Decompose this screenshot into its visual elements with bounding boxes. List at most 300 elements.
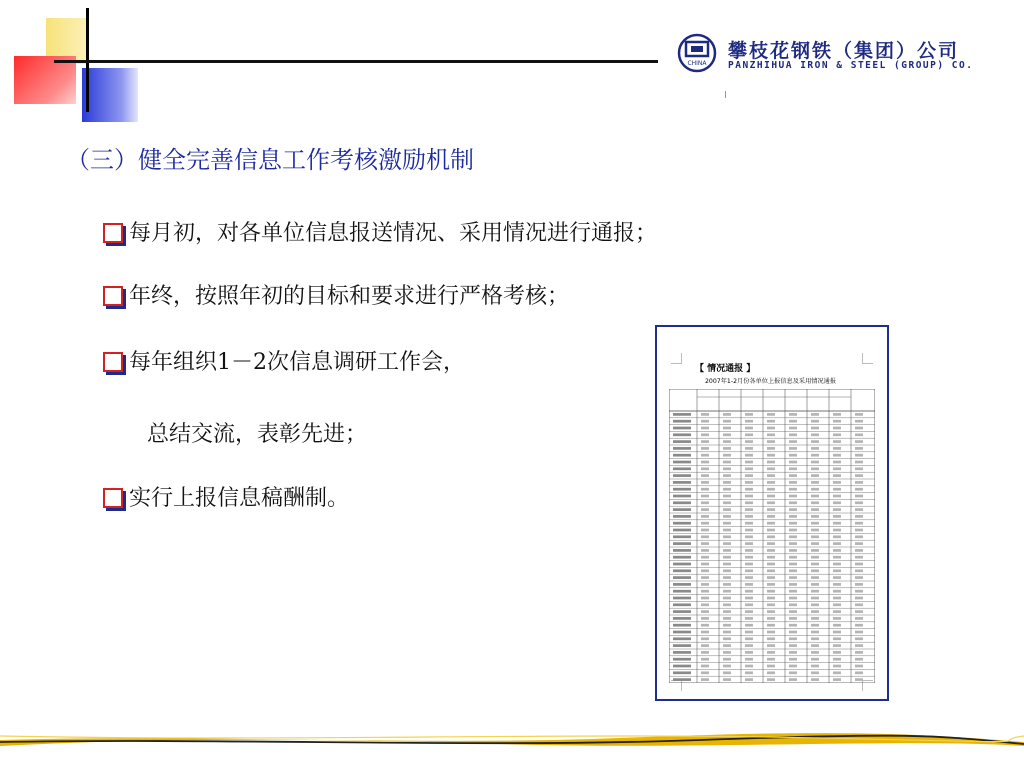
table-cell-mark: [767, 501, 775, 504]
table-cell-mark: [701, 665, 709, 668]
table-cell-mark: [767, 583, 775, 586]
table-cell-mark: [767, 563, 775, 566]
table-cell-mark: [789, 583, 797, 586]
table-cell-mark: [767, 597, 775, 600]
header-tick-mark: [725, 91, 726, 98]
report-label: 【 情况通报 】: [695, 364, 756, 374]
table-cell-mark: [723, 569, 731, 572]
table-cell-mark: [673, 495, 691, 498]
table-cell-mark: [723, 433, 731, 436]
table-cell-mark: [723, 515, 731, 518]
table-cell-mark: [811, 440, 819, 443]
table-cell-mark: [833, 671, 841, 674]
bullet-item-remuneration: [103, 486, 349, 512]
table-cell-mark: [833, 610, 841, 613]
table-cell-mark: [745, 590, 753, 593]
table-cell-mark: [723, 610, 731, 613]
table-cell-mark: [673, 563, 691, 566]
table-cell-mark: [789, 637, 797, 640]
table-cell-mark: [789, 610, 797, 613]
table-cell-mark: [789, 481, 797, 484]
table-cell-mark: [811, 461, 819, 464]
bullet-text: 每年组织1－2次信息调研工作会，: [129, 350, 465, 375]
header-rule: [54, 60, 658, 63]
table-cell-mark: [767, 576, 775, 579]
table-cell-mark: [745, 542, 753, 545]
table-cell-mark: [811, 420, 819, 423]
table-cell-mark: [789, 467, 797, 470]
table-cell-mark: [833, 569, 841, 572]
table-cell-mark: [745, 569, 753, 572]
table-cell-mark: [789, 495, 797, 498]
table-cell-mark: [673, 488, 691, 491]
table-cell-mark: [723, 427, 731, 430]
table-cell-mark: [701, 603, 709, 606]
table-cell-mark: [767, 535, 775, 538]
table-cell-mark: [767, 481, 775, 484]
table-cell-mark: [833, 535, 841, 538]
table-cell-mark: [723, 535, 731, 538]
table-cell-mark: [789, 461, 797, 464]
table-cell-mark: [811, 529, 819, 532]
table-cell-mark: [673, 413, 691, 416]
table-cell-mark: [789, 603, 797, 606]
report-thumbnail: [655, 325, 889, 701]
table-cell-mark: [855, 583, 863, 586]
table-cell-mark: [811, 624, 819, 627]
table-cell-mark: [723, 481, 731, 484]
table-cell-mark: [723, 508, 731, 511]
table-cell-mark: [745, 644, 753, 647]
table-cell-mark: [811, 542, 819, 545]
table-cell-mark: [745, 427, 753, 430]
table-cell-mark: [767, 529, 775, 532]
table-cell-mark: [855, 420, 863, 423]
table-cell-mark: [745, 556, 753, 559]
table-cell-mark: [767, 508, 775, 511]
table-cell-mark: [789, 549, 797, 552]
table-cell-mark: [701, 678, 709, 681]
table-cell-mark: [789, 590, 797, 593]
table-cell-mark: [789, 529, 797, 532]
table-cell-mark: [723, 467, 731, 470]
table-cell-mark: [767, 515, 775, 518]
table-cell-mark: [723, 447, 731, 450]
table-cell-mark: [767, 637, 775, 640]
table-cell-mark: [723, 474, 731, 477]
table-cell-mark: [811, 535, 819, 538]
table-cell-mark: [745, 508, 753, 511]
crop-mark: [862, 353, 873, 364]
table-cell-mark: [745, 440, 753, 443]
table-cell-mark: [833, 508, 841, 511]
table-cell-mark: [833, 624, 841, 627]
crop-mark: [671, 353, 682, 364]
table-cell-mark: [701, 440, 709, 443]
table-cell-mark: [833, 488, 841, 491]
table-cell-mark: [723, 597, 731, 600]
table-cell-mark: [701, 590, 709, 593]
table-cell-mark: [767, 644, 775, 647]
table-cell-mark: [855, 454, 863, 457]
table-cell-mark: [767, 671, 775, 674]
table-cell-mark: [745, 549, 753, 552]
table-cell-mark: [855, 481, 863, 484]
table-cell-mark: [789, 651, 797, 654]
table-cell-mark: [767, 590, 775, 593]
table-cell-mark: [855, 501, 863, 504]
table-cell-mark: [745, 617, 753, 620]
table-cell-mark: [811, 583, 819, 586]
table-cell-mark: [855, 488, 863, 491]
table-cell-mark: [855, 651, 863, 654]
table-cell-mark: [811, 590, 819, 593]
table-cell-mark: [855, 440, 863, 443]
table-cell-mark: [811, 569, 819, 572]
table-cell-mark: [811, 413, 819, 416]
table-cell-mark: [767, 495, 775, 498]
table-cell-mark: [811, 454, 819, 457]
checkbox-bullet-icon: [103, 352, 123, 372]
table-cell-mark: [855, 658, 863, 661]
table-cell-mark: [701, 631, 709, 634]
table-cell-mark: [789, 644, 797, 647]
report-table: [669, 389, 875, 683]
table-cell-mark: [673, 535, 691, 538]
bullet-text: 年终，按照年初的目标和要求进行严格考核；: [129, 284, 570, 309]
table-cell-mark: [767, 658, 775, 661]
table-cell-mark: [701, 427, 709, 430]
table-cell-mark: [723, 658, 731, 661]
table-cell-mark: [701, 644, 709, 647]
table-cell-mark: [673, 529, 691, 532]
table-cell-mark: [673, 481, 691, 484]
table-cell-mark: [789, 576, 797, 579]
table-cell-mark: [673, 610, 691, 613]
table-cell-mark: [855, 549, 863, 552]
table-cell-mark: [789, 413, 797, 416]
table-cell-mark: [745, 583, 753, 586]
table-cell-mark: [767, 624, 775, 627]
table-cell-mark: [723, 440, 731, 443]
table-cell-mark: [673, 597, 691, 600]
checkbox-bullet-icon: [103, 286, 123, 306]
corner-decoration-blue: [82, 68, 138, 122]
table-cell-mark: [811, 556, 819, 559]
table-cell-mark: [789, 658, 797, 661]
table-cell-mark: [723, 576, 731, 579]
table-cell-mark: [789, 542, 797, 545]
table-cell-mark: [855, 617, 863, 620]
table-cell-mark: [745, 535, 753, 538]
table-cell-mark: [673, 461, 691, 464]
table-cell-mark: [855, 508, 863, 511]
table-cell-mark: [811, 474, 819, 477]
table-cell-mark: [855, 542, 863, 545]
table-cell-mark: [701, 658, 709, 661]
table-cell-mark: [701, 495, 709, 498]
table-cell-mark: [833, 583, 841, 586]
table-cell-mark: [855, 671, 863, 674]
table-cell-mark: [833, 474, 841, 477]
table-cell-mark: [701, 549, 709, 552]
logo-emblem-text: CHINA: [687, 60, 707, 67]
table-cell-mark: [833, 454, 841, 457]
table-cell-mark: [789, 569, 797, 572]
table-cell-mark: [673, 603, 691, 606]
table-cell-mark: [767, 461, 775, 464]
table-cell-mark: [767, 467, 775, 470]
table-cell-mark: [745, 678, 753, 681]
table-cell-mark: [673, 644, 691, 647]
table-cell-mark: [673, 576, 691, 579]
table-cell-mark: [789, 665, 797, 668]
table-cell-mark: [673, 420, 691, 423]
table-cell-mark: [789, 597, 797, 600]
table-cell-mark: [673, 617, 691, 620]
table-cell-mark: [833, 495, 841, 498]
table-cell-mark: [833, 440, 841, 443]
table-cell-mark: [701, 597, 709, 600]
table-cell-mark: [855, 624, 863, 627]
table-cell-mark: [833, 549, 841, 552]
table-cell-mark: [723, 522, 731, 525]
table-cell-mark: [745, 671, 753, 674]
table-cell-mark: [745, 488, 753, 491]
table-cell-mark: [723, 624, 731, 627]
table-cell-mark: [811, 576, 819, 579]
table-cell-mark: [701, 522, 709, 525]
table-cell-mark: [723, 603, 731, 606]
table-cell-mark: [789, 563, 797, 566]
checkbox-bullet-icon: [103, 488, 123, 508]
table-cell-mark: [789, 440, 797, 443]
table-cell-mark: [789, 508, 797, 511]
table-cell-mark: [855, 556, 863, 559]
table-cell-mark: [701, 481, 709, 484]
table-cell-mark: [833, 427, 841, 430]
table-cell-mark: [723, 454, 731, 457]
table-cell-mark: [745, 467, 753, 470]
table-cell-mark: [673, 447, 691, 450]
table-cell-mark: [811, 467, 819, 470]
table-cell-mark: [811, 447, 819, 450]
table-cell-mark: [833, 447, 841, 450]
table-cell-mark: [701, 515, 709, 518]
table-cell-mark: [723, 678, 731, 681]
table-cell-mark: [833, 631, 841, 634]
table-cell-mark: [745, 515, 753, 518]
table-cell-mark: [673, 671, 691, 674]
table-cell-mark: [811, 522, 819, 525]
report-title: 2007年1-2月份各单位上报信息及采用情况通报: [705, 378, 837, 385]
company-logo-icon: [677, 33, 717, 73]
table-cell-mark: [789, 501, 797, 504]
table-cell-mark: [767, 454, 775, 457]
table-cell-mark: [767, 474, 775, 477]
table-cell-mark: [767, 631, 775, 634]
table-cell-mark: [833, 542, 841, 545]
table-cell-mark: [745, 610, 753, 613]
table-cell-mark: [673, 474, 691, 477]
table-cell-mark: [673, 665, 691, 668]
table-cell-mark: [723, 495, 731, 498]
table-cell-mark: [723, 617, 731, 620]
table-cell-mark: [767, 556, 775, 559]
table-cell-mark: [673, 454, 691, 457]
table-cell-mark: [855, 610, 863, 613]
table-cell-mark: [855, 569, 863, 572]
table-cell-mark: [701, 576, 709, 579]
table-cell-mark: [855, 603, 863, 606]
table-cell-mark: [789, 522, 797, 525]
table-cell-mark: [855, 427, 863, 430]
table-cell-mark: [723, 665, 731, 668]
table-cell-mark: [723, 671, 731, 674]
table-cell-mark: [701, 610, 709, 613]
table-cell-mark: [723, 549, 731, 552]
table-cell-mark: [745, 631, 753, 634]
table-cell-mark: [701, 433, 709, 436]
table-cell-mark: [723, 501, 731, 504]
table-cell-mark: [833, 597, 841, 600]
table-cell-mark: [855, 576, 863, 579]
table-cell-mark: [767, 665, 775, 668]
table-cell-mark: [673, 515, 691, 518]
table-cell-mark: [789, 447, 797, 450]
table-cell-mark: [767, 678, 775, 681]
table-cell-mark: [701, 671, 709, 674]
table-cell-mark: [767, 569, 775, 572]
table-cell-mark: [745, 624, 753, 627]
table-cell-mark: [789, 535, 797, 538]
bullet-item-research-meeting: [103, 350, 465, 376]
table-cell-mark: [855, 467, 863, 470]
table-cell-mark: [723, 529, 731, 532]
table-cell-mark: [767, 617, 775, 620]
table-cell-mark: [833, 481, 841, 484]
table-cell-mark: [767, 440, 775, 443]
table-cell-mark: [673, 467, 691, 470]
table-cell-mark: [673, 433, 691, 436]
table-cell-mark: [833, 420, 841, 423]
table-cell-mark: [767, 420, 775, 423]
table-cell-mark: [833, 501, 841, 504]
table-cell-mark: [855, 461, 863, 464]
table-cell-mark: [855, 644, 863, 647]
table-cell-mark: [673, 556, 691, 559]
table-cell-mark: [673, 624, 691, 627]
table-cell-mark: [833, 590, 841, 593]
table-cell-mark: [745, 665, 753, 668]
table-cell-mark: [767, 488, 775, 491]
table-cell-mark: [833, 515, 841, 518]
table-cell-mark: [789, 515, 797, 518]
table-cell-mark: [673, 549, 691, 552]
table-cell-mark: [767, 433, 775, 436]
table-cell-mark: [701, 467, 709, 470]
table-cell-mark: [701, 447, 709, 450]
checkbox-bullet-icon: [103, 223, 123, 243]
table-cell-mark: [767, 522, 775, 525]
table-cell-mark: [701, 501, 709, 504]
table-cell-mark: [811, 637, 819, 640]
company-name-chinese: 攀枝花钢铁（集团）公司: [728, 40, 960, 62]
table-cell-mark: [833, 617, 841, 620]
table-cell-mark: [833, 522, 841, 525]
table-cell-mark: [855, 413, 863, 416]
table-cell-mark: [855, 597, 863, 600]
table-cell-mark: [789, 420, 797, 423]
table-cell-mark: [723, 590, 731, 593]
table-cell-mark: [745, 637, 753, 640]
table-cell-mark: [855, 447, 863, 450]
table-cell-mark: [855, 474, 863, 477]
table-cell-mark: [673, 590, 691, 593]
table-cell-mark: [745, 461, 753, 464]
bullet-item-yearend-assessment: [103, 284, 569, 310]
table-cell-mark: [855, 495, 863, 498]
table-cell-mark: [745, 413, 753, 416]
table-cell-mark: [789, 631, 797, 634]
table-cell-mark: [673, 583, 691, 586]
table-cell-mark: [833, 651, 841, 654]
table-cell-mark: [789, 427, 797, 430]
bullet-text: 每月初，对各单位信息报送情况、采用情况进行通报；: [129, 221, 658, 246]
table-cell-mark: [767, 651, 775, 654]
table-cell-mark: [745, 597, 753, 600]
table-cell-mark: [723, 644, 731, 647]
table-cell-mark: [723, 420, 731, 423]
table-cell-mark: [673, 440, 691, 443]
table-cell-mark: [701, 617, 709, 620]
table-cell-mark: [789, 488, 797, 491]
table-cell-mark: [745, 563, 753, 566]
table-cell-mark: [833, 467, 841, 470]
table-cell-mark: [767, 549, 775, 552]
table-cell-mark: [701, 529, 709, 532]
table-cell-mark: [673, 501, 691, 504]
table-cell-mark: [723, 488, 731, 491]
table-cell-mark: [833, 678, 841, 681]
table-cell-mark: [701, 651, 709, 654]
table-cell-mark: [745, 454, 753, 457]
table-cell-mark: [855, 433, 863, 436]
table-cell-mark: [811, 495, 819, 498]
bottom-decorative-rule: [0, 724, 1024, 752]
table-cell-mark: [767, 427, 775, 430]
table-cell-mark: [811, 563, 819, 566]
table-cell-mark: [855, 529, 863, 532]
table-cell-mark: [789, 678, 797, 681]
table-cell-mark: [811, 603, 819, 606]
table-cell-mark: [855, 515, 863, 518]
table-cell-mark: [701, 542, 709, 545]
table-cell-mark: [855, 563, 863, 566]
table-cell-mark: [701, 556, 709, 559]
table-cell-mark: [855, 535, 863, 538]
table-cell-mark: [833, 413, 841, 416]
table-cell-mark: [811, 658, 819, 661]
table-cell-mark: [811, 644, 819, 647]
table-cell-mark: [855, 665, 863, 668]
corner-decoration-red: [14, 56, 76, 104]
bullet-text: 总结交流，表彰先进；: [147, 422, 368, 447]
table-cell-mark: [723, 651, 731, 654]
table-cell-mark: [701, 563, 709, 566]
table-cell-mark: [767, 413, 775, 416]
table-cell-mark: [789, 624, 797, 627]
